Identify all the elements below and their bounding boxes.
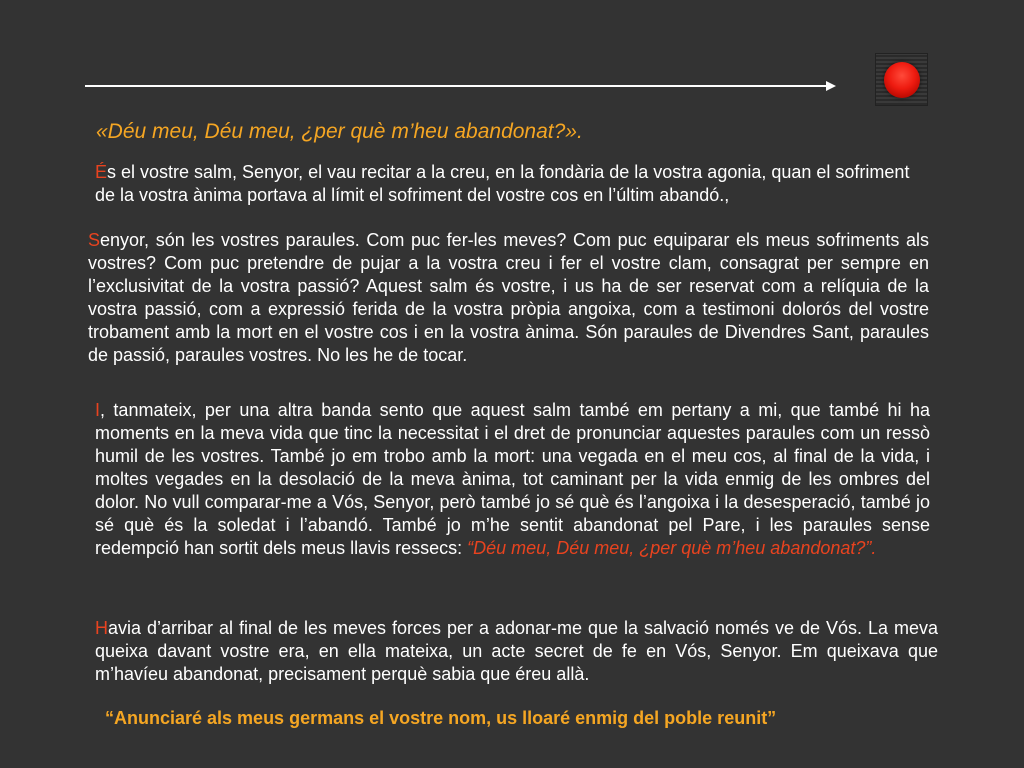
page-title: «Déu meu, Déu meu, ¿per què m’heu abandonat?». xyxy=(96,120,583,143)
paragraph-3-quote: “Déu meu, Déu meu, ¿per què m’heu abandonat?”. xyxy=(467,538,877,558)
right-arrow-line-icon xyxy=(826,81,836,91)
paragraph-3 xyxy=(95,399,930,560)
closing-quote: “Anunciaré als meus germans el vostre nom, us lloaré enmig del poble reunit” xyxy=(105,708,777,728)
red-circle-button[interactable] xyxy=(875,53,928,106)
paragraph-4 xyxy=(95,617,938,686)
paragraph-2 xyxy=(88,229,929,367)
paragraph-2-text: enyor, són les vostres paraules. Com puc fer-les meves? Com puc equiparar els meus sofriments als vostres? Com puc pretendre de pujar a la vostra creu i fer el vostre clam, consagrat per sempre en l’exclusivitat de la vostra passió? Aquest salm és vostre, i us ha de ser reservat com a relíquia de la vostra passió, com a expressió ferida de la vostra pròpia angoixa, com a testimoni dolorós del vostre trobament amb la mort en el vostre cos i en la vostra ànima. Són paraules de Divendres Sant, paraules de passió, paraules vostres. No les he de tocar. xyxy=(88,230,929,365)
paragraph-3-initial: I xyxy=(95,400,101,420)
arrow-line xyxy=(85,85,827,87)
paragraph-3-text: , tanmateix, per una altra banda sento que aquest salm també em pertany a mi, que també hi ha moments en la meva vida que tinc la necessitat i el dret de pronunciar aquestes paraules com un ressò humil de les vostres. També jo em trobo amb la mort: una vegada en el meu cos, al final de la vida, i moltes vegades en la desolació de la meva ànima, tot caminant per la vida enmig de les ombres del dolor. No vull comparar-me a Vós, Senyor, però també jo sé què és l’angoixa i la desesperació, també jo sé què és la soledat i l’abandó. També jo m’he sentit abandonat pel Pare, i les paraules sense redempció han sortit dels meus llavis ressecs: xyxy=(95,400,930,558)
paragraph-1 xyxy=(95,161,930,207)
paragraph-4-initial: H xyxy=(95,618,108,638)
paragraph-2-initial: S xyxy=(88,230,101,250)
red-circle-button-icon xyxy=(884,62,920,98)
paragraph-1-initial: É xyxy=(95,162,108,182)
paragraph-1-text: s el vostre salm, Senyor, el vau recitar a la creu, en la fondària de la vostra agonia, quan el sofriment de la vostra ànima portava al límit el sofriment del vostre cos en l’últim abandó., xyxy=(95,162,910,205)
paragraph-4-text: avia d’arribar al final de les meves forces per a adonar-me que la salvació només ve de Vós. La meva queixa davant vostre era, en ella mateixa, un acte secret de fe en Vós, Senyor. Em queixava que m’havíeu abandonat, precisament perquè sabia que éreu allà. xyxy=(95,618,938,684)
